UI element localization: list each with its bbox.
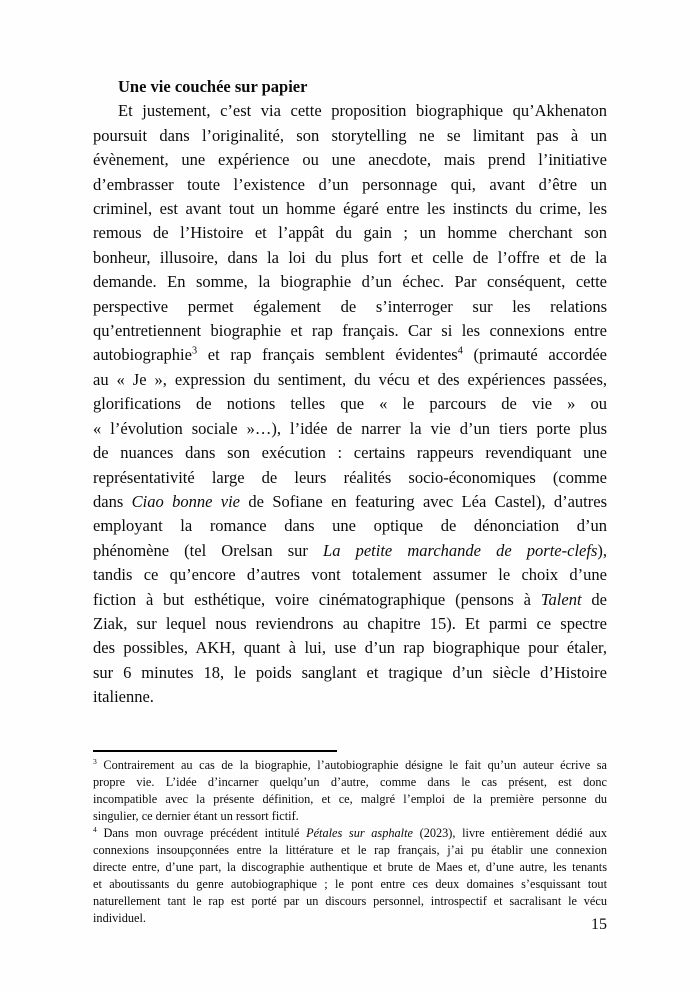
footnote-text-line: singulier, ce dernier étant un ressort fictif. [93,809,299,823]
body-text-line: qu’entretiennent biographie et rap français. Car si les connexions entre [93,321,607,341]
footnote-ref: 3 [191,345,198,357]
body-text-line: poursuit dans l’originalité, son storytelling ne se limitant pas à un [93,125,607,145]
footnote-3 [93,757,607,825]
footnote-text-line: connexions insoupçonnées entre la littérature et le rap français, j’ai pu établir une connexion [93,843,607,857]
italic-title: Talent [540,589,582,609]
body-text-line: perspective permet également de s’interroger sur les relations [93,296,607,316]
body-text-line: de nuances dans son exécution : certains rappeurs revendiquant une [93,443,607,463]
body-text-line: d’embrasser toute l’existence d’un personnage qui, avant d’être un [93,174,607,194]
body-text-line: Ziak, sur lequel nous reviendrons au chapitre 15). Et parmi ce spectre [93,613,607,633]
footnote-separator [93,750,337,752]
body-text-line: demande. En somme, la biographie d’un échec. Par conséquent, cette [93,272,607,292]
footnote-text-line: $^3$ Contrairement au cas de la biographie, l’autobiographie désigne le fait qu’un auteur écrive sa [93,756,607,772]
footnote-text-line: propre vie. L’idée d’incarner quelqu’un d’autre, comme dans le cas présent, est donc [93,775,607,789]
body-text-line: fiction à but esthétique, voire cinématographique (pensons à Talent de [93,589,607,609]
footnote-text-line: et aboutissants du genre autobiographique ; le pont entre ces deux domaines s’esquissant tout [93,877,607,891]
body-text-line: représentativité large de leurs réalités socio-économiques (comme [93,467,607,487]
body-text-line: phénomène (tel Orelsan sur La petite marchande de porte-clefs), [93,540,607,560]
body-text-line: glorifications de notions telles que « le parcours de vie » ou [93,394,607,414]
body-paragraph [93,99,607,709]
footnote-text-line: naturellement tant le rap est porté par un discours personnel, introspectif et sacralisant le vécu [93,894,607,908]
body-text-line: dans Ciao bonne vie de Sofiane en featuring avec Léa Castel), d’autres [93,491,608,511]
footnote-4 [93,825,607,927]
body-text-line: italienne. [93,687,154,707]
body-text-line: des possibles, AKH, quant à lui, use d’un rap biographique pour étaler, [93,638,607,658]
body-text-line: remous de l’Histoire et l’appât du gain ; un homme cherchant son [93,223,607,243]
page-number: 15 [591,916,607,933]
section-heading: Une vie couchée sur papier [118,77,308,96]
text-block [93,75,607,710]
body-text-line: au « Je », expression du sentiment, du vécu et des expériences passées, [93,369,607,389]
body-text-line: criminel, est avant tout un homme égaré entre les instincts du crime, les [93,199,607,219]
footnote-text-line: directe entre, d’une part, la discographie authentique et brute de Maes et, d’une autre, les tenants [93,860,607,874]
italic-title: La petite marchande de porte-clefs [323,540,598,560]
footnote-ref: 4 [93,824,97,834]
italic-title: Pétales sur asphalte [306,826,413,840]
body-text-line: « l’évolution sociale »…), l’idée de narrer la vie d’un tiers porte plus [93,418,607,438]
body-text-line: bonheur, illusoire, dans la loi du plus fort et celle de l’offre et de la [93,247,607,267]
footnote-ref: 4 [457,345,463,357]
footnotes-section [93,757,607,927]
footnote-text-line: individuel. [93,911,146,925]
body-text-line: tandis ce qu’encore d’autres vont totalement assumer le choix d’une [93,565,607,585]
body-text-line: évènement, une expérience ou une anecdote, mais prend l’initiative [93,150,607,170]
footnote-ref: 3 [93,756,97,766]
italic-title: Ciao bonne vie [131,491,241,511]
body-text-line: sur 6 minutes 18, le poids sanglant et tragique d’un siècle d’Histoire [93,662,607,682]
footnote-text-line: incompatible avec la présente définition, et ce, malgré l’emploi de la première personne du [93,792,607,806]
body-text-line: autobiographie$^3$ et rap français semblent évidentes$^4$ (primauté accordée [93,345,607,365]
footnote-text-line: $^4$ Dans mon ouvrage précédent intitulé Pétales sur asphalte (2023), livre entièrement dédié aux [93,824,608,840]
body-text-line: Et justement, c’est via cette proposition biographique qu’Akhenaton [118,101,607,121]
body-text-line: employant la romance dans une optique de dénonciation d’un [93,516,607,536]
